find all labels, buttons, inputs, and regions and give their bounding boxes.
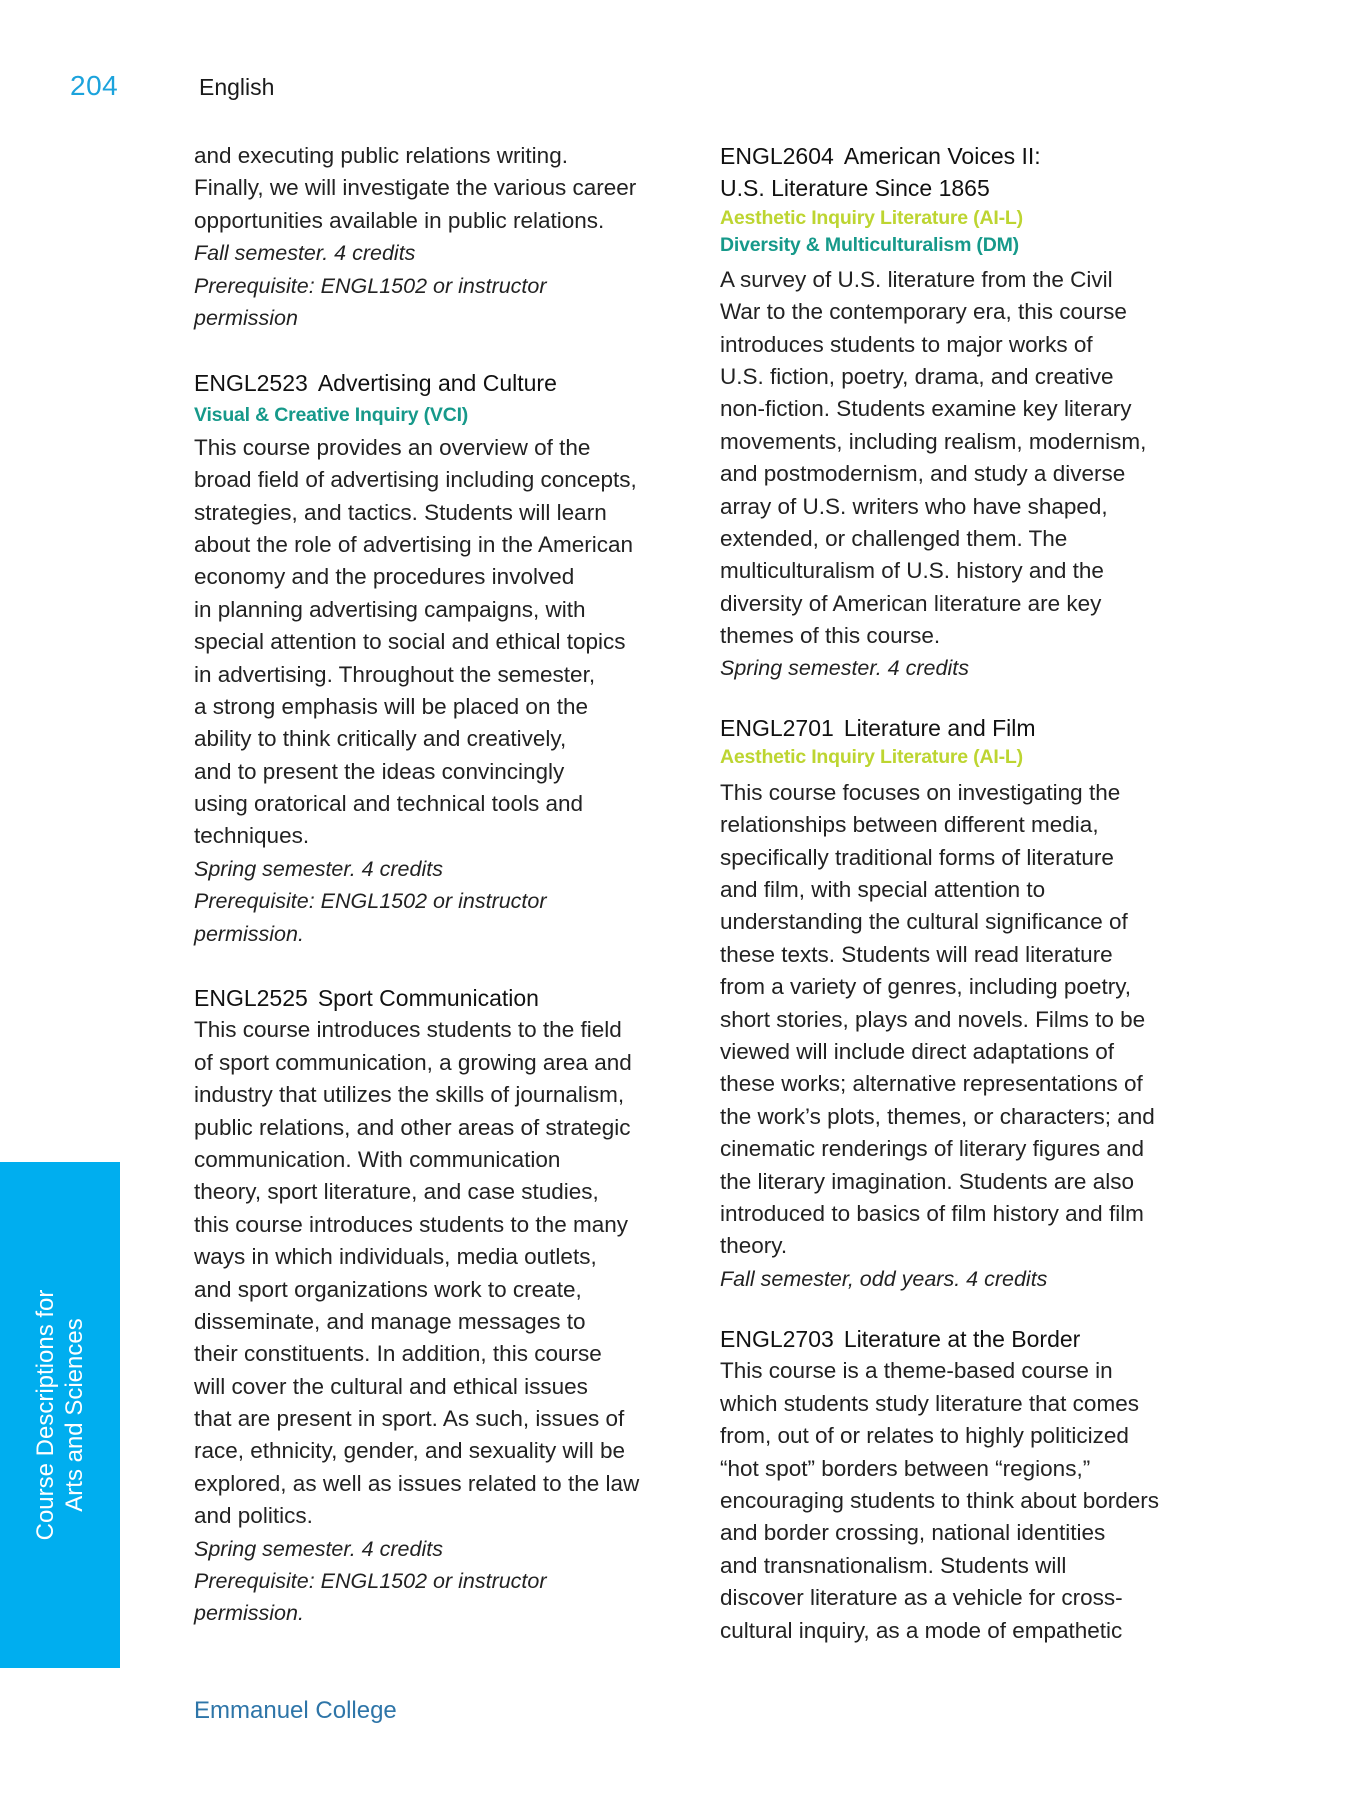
tag-dm: Diversity & Multiculturalism (DM) [720, 234, 1019, 257]
course-name: American Voices II: [843, 143, 1041, 169]
course-meta: Spring semester. 4 credits [720, 656, 969, 681]
footer-publisher: Emmanuel College [194, 1697, 397, 1724]
tag-vci: Visual & Creative Inquiry (VCI) [194, 404, 469, 427]
body-line: specifically traditional forms of literature [720, 844, 1114, 870]
course-meta: Spring semester. 4 credits [194, 856, 443, 881]
body-line: the work’s plots, themes, or characters; and [720, 1103, 1155, 1129]
body-line: introduced to basics of film history and film [720, 1200, 1144, 1226]
course-prerequisite: Prerequisite: ENGL1502 or instructor [194, 889, 547, 914]
course-title [720, 1323, 1220, 1355]
body-line: War to the contemporary era, this course [720, 299, 1127, 325]
course-title-line2: U.S. Literature Since 1865 [720, 175, 990, 202]
body-line: ability to think critically and creatively, [194, 726, 567, 752]
body-line: that are present in sport. As such, issues of [194, 1406, 625, 1432]
body-line: in advertising. Throughout the semester, [194, 661, 596, 687]
course-name: Literature at the Border [843, 1326, 1081, 1352]
course-title [194, 982, 694, 1014]
course-name: Advertising and Culture [317, 370, 557, 396]
body-line: which students study literature that comes [720, 1390, 1139, 1416]
body-line: from, out of or relates to highly politicized [720, 1423, 1129, 1449]
course-title [720, 140, 1220, 172]
body-line: short stories, plays and novels. Films to be [720, 1006, 1146, 1032]
body-line: disseminate, and manage messages to [194, 1308, 586, 1334]
body-line: and film, with special attention to [720, 877, 1046, 903]
side-tab-line1: Course Descriptions for [32, 1289, 59, 1541]
body-line: this course introduces students to the many [194, 1211, 628, 1237]
body-line: This course focuses on investigating the [720, 779, 1121, 805]
course-title [720, 712, 1220, 744]
side-tab-label [31, 1290, 89, 1541]
course-prerequisite: Prerequisite: ENGL1502 or instructor [194, 273, 547, 298]
page-number: 204 [70, 70, 119, 101]
body-line: techniques. [194, 823, 310, 849]
body-line: broad field of advertising including concepts, [194, 467, 637, 493]
body-line: Finally, we will investigate the various career [194, 175, 637, 201]
body-line: and border crossing, national identities [720, 1520, 1106, 1546]
body-line: and executing public relations writing. [194, 143, 568, 168]
body-line: ways in which individuals, media outlets, [194, 1244, 597, 1270]
course-engl2525 [194, 982, 694, 1630]
course-name: Sport Communication [317, 985, 539, 1011]
course-meta: Spring semester. 4 credits [194, 1536, 443, 1561]
body-line: and transnationalism. Students will [720, 1552, 1067, 1578]
course-meta: Fall semester. 4 credits [194, 241, 416, 266]
body-line: encouraging students to think about borders [720, 1487, 1160, 1513]
body-line: from a variety of genres, including poetry, [720, 974, 1132, 1000]
body-line: U.S. fiction, poetry, drama, and creative [720, 363, 1114, 389]
body-line: in planning advertising campaigns, with [194, 596, 586, 622]
course-code: ENGL2703 [720, 1326, 834, 1352]
body-line: introduces students to major works of [720, 331, 1093, 357]
section-title: English [199, 74, 275, 100]
body-line: theory. [720, 1233, 788, 1259]
course-code: ENGL2525 [194, 985, 308, 1011]
body-line: of sport communication, a growing area and [194, 1049, 632, 1075]
body-line: A survey of U.S. literature from the Civil [720, 266, 1113, 292]
body-line: economy and the procedures involved [194, 564, 575, 590]
body-line: diversity of American literature are key [720, 590, 1102, 616]
body-line: This course introduces students to the field [194, 1017, 622, 1043]
course-prerequisite: permission. [194, 1601, 304, 1626]
course-name: Literature and Film [843, 715, 1036, 741]
body-line: these texts. Students will read literature [720, 941, 1113, 967]
body-line: opportunities available in public relations. [194, 207, 605, 233]
side-tab-line2: Arts and Sciences [61, 1318, 88, 1512]
course-meta: Fall semester, odd years. 4 credits [720, 1266, 1048, 1291]
body-line: the literary imagination. Students are also [720, 1168, 1134, 1194]
course-engl2701 [720, 712, 1220, 1295]
body-line: and politics. [194, 1503, 313, 1529]
body-line: relationships between different media, [720, 812, 1099, 838]
body-line: using oratorical and technical tools and [194, 791, 583, 817]
course-engl2703 [720, 1323, 1220, 1647]
body-line: understanding the cultural significance of [720, 909, 1128, 935]
tag-ail: Aesthetic Inquiry Literature (AI-L) [720, 746, 1023, 769]
course-code: ENGL2604 [720, 143, 834, 169]
body-line: discover literature as a vehicle for cross- [720, 1585, 1123, 1611]
body-line: explored, as well as issues related to the law [194, 1470, 640, 1496]
course-continued [194, 140, 694, 334]
course-prerequisite: permission [194, 305, 298, 330]
course-engl2523 [194, 367, 694, 950]
body-line: themes of this course. [720, 623, 941, 649]
body-line: and postmodernism, and study a diverse [720, 461, 1126, 487]
course-title [194, 367, 694, 399]
body-line: and to present the ideas convincingly [194, 758, 565, 784]
body-line: race, ethnicity, gender, and sexuality will be [194, 1438, 626, 1464]
body-line: This course provides an overview of the [194, 434, 591, 460]
body-line: extended, or challenged them. The [720, 525, 1068, 551]
course-code: ENGL2523 [194, 370, 308, 396]
body-line: This course is a theme-based course in [720, 1358, 1113, 1384]
body-line: their constituents. In addition, this course [194, 1341, 602, 1367]
body-line: special attention to social and ethical topics [194, 629, 626, 655]
section-side-tab [0, 1162, 120, 1668]
body-line: movements, including realism, modernism, [720, 428, 1147, 454]
body-line: cultural inquiry, as a mode of empathetic [720, 1617, 1123, 1643]
body-line: about the role of advertising in the American [194, 531, 634, 557]
body-line: theory, sport literature, and case studies, [194, 1179, 599, 1205]
tag-ail: Aesthetic Inquiry Literature (AI-L) [720, 206, 1023, 229]
body-line: cinematic renderings of literary figures and [720, 1136, 1144, 1162]
body-line: will cover the cultural and ethical issues [194, 1373, 588, 1399]
course-prerequisite: permission. [194, 921, 304, 946]
body-line: these works; alternative representations of [720, 1071, 1143, 1097]
body-line: industry that utilizes the skills of journalism, [194, 1082, 625, 1108]
body-line: non-fiction. Students examine key literary [720, 396, 1132, 422]
course-code: ENGL2701 [720, 715, 834, 741]
body-line: array of U.S. writers who have shaped, [720, 493, 1108, 519]
course-engl2604 [720, 140, 1220, 685]
body-line: viewed will include direct adaptations of [720, 1039, 1114, 1065]
body-line: a strong emphasis will be placed on the [194, 693, 588, 719]
body-line: communication. With communication [194, 1146, 561, 1172]
body-line: strategies, and tactics. Students will learn [194, 499, 607, 525]
body-line: public relations, and other areas of strategic [194, 1114, 631, 1140]
body-line: “hot spot” borders between “regions,” [720, 1455, 1091, 1481]
body-line: multiculturalism of U.S. history and the [720, 558, 1104, 584]
body-line: and sport organizations work to create, [194, 1276, 582, 1302]
course-prerequisite: Prerequisite: ENGL1502 or instructor [194, 1569, 547, 1594]
